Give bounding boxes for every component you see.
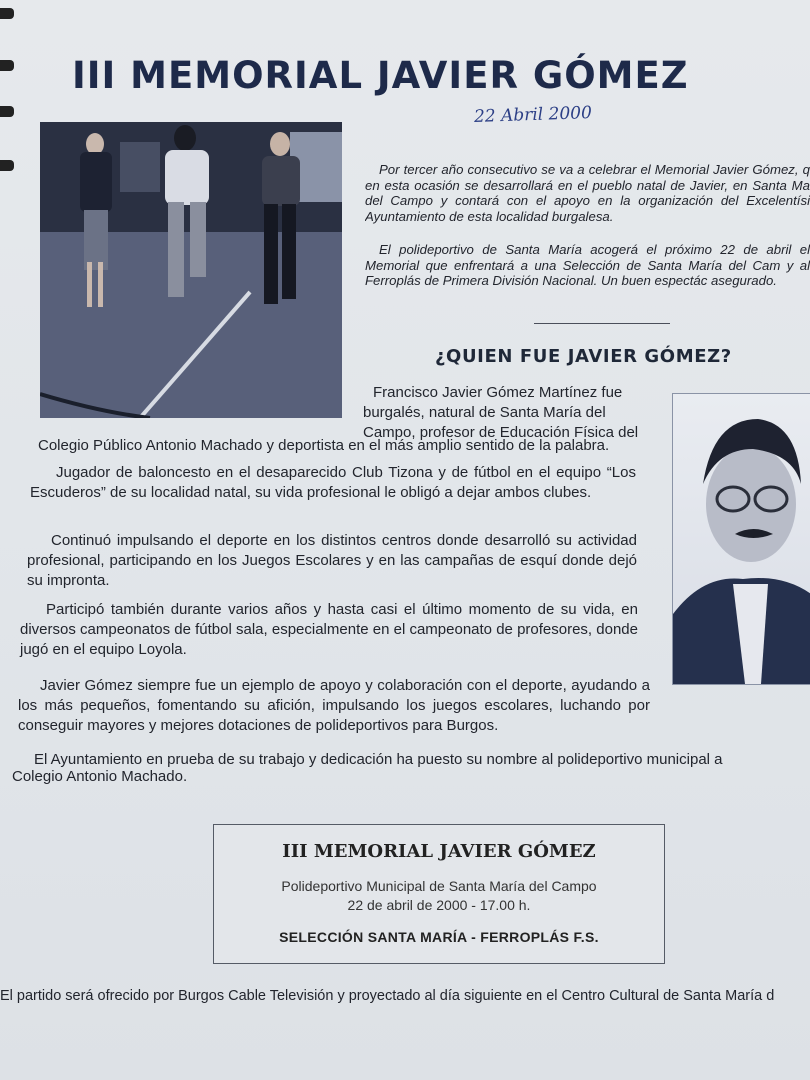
portrait-illustration	[673, 394, 810, 684]
event-datetime: 22 de abril de 2000 - 17.00 h.	[347, 897, 531, 913]
players-photo-illustration	[40, 122, 342, 418]
handwritten-date: 22 Abril 2000	[473, 102, 593, 128]
players-photo	[40, 122, 342, 418]
page-title: III MEMORIAL JAVIER GÓMEZ	[72, 54, 689, 97]
event-venue: Polideportivo Municipal de Santa María del Campo	[281, 878, 597, 894]
bio-paragraph-4: Participó también durante varios años y hasta casi el último momento de su vida, en diversos campeonatos de fútbol sala, especialmente en el campeonato de profesores, donde jugó en el equipo Loyola.	[20, 601, 638, 658]
bio-paragraph-3: Continuó impulsando el deporte en los distintos centros donde desarrolló su actividad profesional, participando en los Juegos Escolares y en las campañas de esquí donde dejó su impronta.	[27, 532, 637, 589]
bio-paragraph-6-line-2: Colegio Antonio Machado.	[12, 768, 188, 785]
intro-paragraph-1: Por tercer año consecutivo se va a celebrar el Memorial Javier Gómez, q en esta ocasión se desarrollará en el pueblo natal de Javier, en Santa Ma del Campo y contará con el apoyo en la organización del Excelentísi Ayuntamiento de esta localidad burgalesa.	[365, 162, 810, 224]
event-info-box	[213, 824, 665, 964]
portrait-photo	[672, 393, 810, 685]
bio-line-4: Colegio Público Antonio Machado y deportista en el más amplio sentido de la palabra.	[38, 437, 610, 454]
event-teams: SELECCIÓN SANTA MARÍA - FERROPLÁS F.S.	[279, 929, 599, 945]
bio-paragraph-2: Jugador de baloncesto en el desaparecido Club Tizona y de fútbol en el equipo “Los Escuderos” de su localidad natal, su vida profesional le obligó a dejar ambos clubes.	[30, 464, 636, 501]
section-divider	[534, 323, 670, 324]
bio-line-1: Francisco Javier Gómez Martínez fue	[373, 384, 623, 401]
bio-paragraph-5: Javier Gómez siempre fue un ejemplo de apoyo y colaboración con el deporte, ayudando a los más pequeños, fomentando su afición, impulsando los juegos escolares, luchando por conseguir mayores y mejores dotaciones de polideportivos para Burgos.	[18, 677, 650, 734]
footer-note: El partido será ofrecido por Burgos Cable Televisión y proyectado al día siguiente en el Centro Cultural de Santa María d	[0, 988, 775, 1004]
bio-paragraph-6-line-1: El Ayuntamiento en prueba de su trabajo y dedicación ha puesto su nombre al polideportivo municipal a	[34, 751, 723, 768]
bio-line-3: Campo, profesor de Educación Física del	[363, 424, 639, 441]
spiral-binding	[0, 0, 22, 1080]
bio-line-2: burgalés, natural de Santa María del	[363, 404, 606, 421]
intro-paragraph-2: El polideportivo de Santa María acogerá el próximo 22 de abril el Memorial que enfrentará a una Selección de Santa María del Cam y al Ferroplás de Primera División Nacional. Un buen espectác asegurado.	[365, 242, 810, 288]
section-heading: ¿QUIEN FUE JAVIER GÓMEZ?	[435, 346, 732, 367]
event-title: III MEMORIAL JAVIER GÓMEZ	[282, 841, 596, 862]
